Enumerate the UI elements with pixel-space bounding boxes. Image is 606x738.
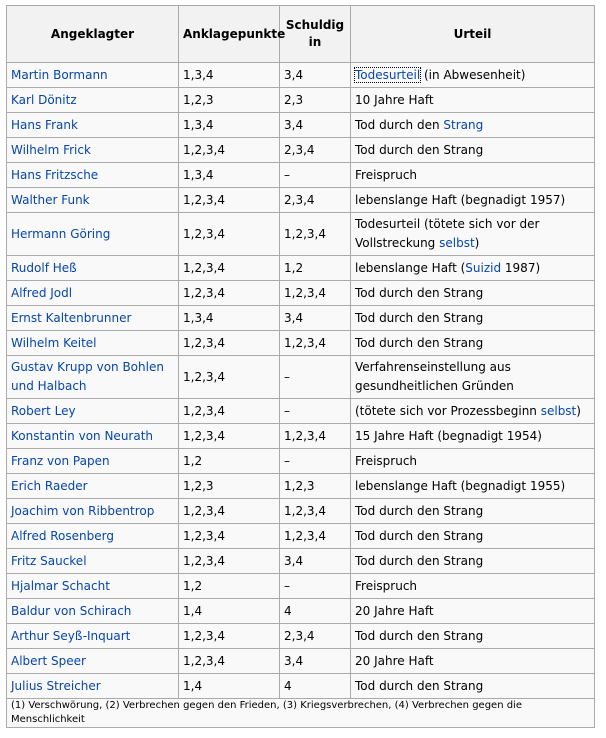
- verdict-text: Verfahrenseinstellung aus gesundheitlichen Gründen: [355, 360, 514, 393]
- verdict-text: lebenslange Haft (begnadigt 1957): [355, 192, 566, 207]
- table-row: [7, 306, 595, 331]
- defendant-link[interactable]: Arthur Seyß-Inquart: [11, 628, 131, 643]
- counts-cell: 1,4: [179, 599, 280, 624]
- verdict-cell: [351, 88, 595, 113]
- defendant-cell: [7, 306, 179, 331]
- verdict-text: Freispruch: [355, 167, 418, 182]
- table-row: [7, 281, 595, 306]
- defendant-link[interactable]: Joachim von Ribbentrop: [11, 503, 155, 518]
- defendant-link[interactable]: Rudolf Heß: [11, 260, 77, 275]
- defendant-cell: [7, 599, 179, 624]
- defendant-link[interactable]: Karl Dönitz: [11, 92, 77, 107]
- verdict-cell: [351, 281, 595, 306]
- guilty-cell: –: [280, 356, 351, 399]
- guilty-cell: 3,4: [280, 306, 351, 331]
- verdict-cell: [351, 256, 595, 281]
- counts-cell: 1,2,3,4: [179, 138, 280, 163]
- counts-cell: 1,2,3,4: [179, 624, 280, 649]
- defendant-cell: [7, 574, 179, 599]
- defendant-link[interactable]: Ernst Kaltenbrunner: [11, 310, 132, 325]
- table-row: [7, 113, 595, 138]
- verdict-link[interactable]: selbst: [439, 236, 475, 250]
- guilty-cell: 3,4: [280, 63, 351, 88]
- verdict-text: lebenslange Haft (begnadigt 1955): [355, 478, 566, 493]
- table-row: [7, 449, 595, 474]
- guilty-cell: 2,3,4: [280, 624, 351, 649]
- defendant-cell: [7, 399, 179, 424]
- guilty-cell: 2,3,4: [280, 188, 351, 213]
- verdict-text: lebenslange Haft (: [355, 260, 466, 275]
- verdict-text: Tod durch den Strang: [355, 503, 484, 518]
- guilty-cell: 1,2,3,4: [280, 499, 351, 524]
- table-row: [7, 649, 595, 674]
- verdict-text: Tod durch den Strang: [355, 628, 484, 643]
- table-row: [7, 599, 595, 624]
- verdict-text: Tod durch den Strang: [355, 528, 484, 543]
- table-row: [7, 63, 595, 88]
- header-verdict: Urteil: [351, 6, 595, 63]
- defendant-cell: [7, 356, 179, 399]
- defendant-link[interactable]: Alfred Rosenberg: [11, 528, 114, 543]
- counts-cell: 1,2,3,4: [179, 549, 280, 574]
- defendant-cell: [7, 331, 179, 356]
- footnote-row: [7, 699, 595, 728]
- counts-cell: 1,4: [179, 674, 280, 699]
- defendant-cell: [7, 281, 179, 306]
- defendant-cell: [7, 649, 179, 674]
- defendant-cell: [7, 674, 179, 699]
- guilty-cell: 4: [280, 599, 351, 624]
- guilty-cell: –: [280, 399, 351, 424]
- verdict-cell: [351, 474, 595, 499]
- verdict-cell: [351, 306, 595, 331]
- verdict-cell: [351, 113, 595, 138]
- guilty-cell: 1,2,3,4: [280, 524, 351, 549]
- guilty-cell: 1,2: [280, 256, 351, 281]
- defendant-cell: [7, 524, 179, 549]
- verdict-cell: [351, 331, 595, 356]
- defendant-cell: [7, 549, 179, 574]
- verdict-cell: [351, 63, 595, 88]
- defendant-link[interactable]: Wilhelm Frick: [11, 142, 91, 157]
- table-row: [7, 88, 595, 113]
- counts-cell: 1,2: [179, 574, 280, 599]
- guilty-cell: 1,2,3,4: [280, 331, 351, 356]
- verdict-text: Tod durch den Strang: [355, 335, 484, 350]
- verdict-text: 20 Jahre Haft: [355, 653, 434, 668]
- verdict-text-suffix: ): [474, 236, 480, 250]
- verdict-text-suffix: 1987): [501, 260, 541, 275]
- defendant-cell: [7, 88, 179, 113]
- verdicts-table: [6, 5, 595, 728]
- guilty-cell: 3,4: [280, 113, 351, 138]
- defendant-link[interactable]: Hans Frank: [11, 117, 78, 132]
- defendant-cell: [7, 424, 179, 449]
- defendant-link[interactable]: Alfred Jodl: [11, 285, 73, 300]
- counts-cell: 1,3,4: [179, 306, 280, 331]
- counts-cell: 1,2,3,4: [179, 213, 280, 256]
- guilty-cell: –: [280, 449, 351, 474]
- table-row: [7, 549, 595, 574]
- table-row: [7, 256, 595, 281]
- verdict-cell: [351, 549, 595, 574]
- defendant-cell: [7, 163, 179, 188]
- defendant-cell: [7, 499, 179, 524]
- table-row: [7, 474, 595, 499]
- defendant-link[interactable]: Erich Raeder: [11, 478, 88, 493]
- guilty-cell: 1,2,3,4: [280, 281, 351, 306]
- verdict-text: 10 Jahre Haft: [355, 92, 434, 107]
- defendant-cell: [7, 474, 179, 499]
- defendant-link[interactable]: Baldur von Schirach: [11, 603, 132, 618]
- table-body: [7, 63, 595, 699]
- verdict-text: Tod durch den Strang: [355, 678, 484, 693]
- verdict-cell: [351, 138, 595, 163]
- defendant-cell: [7, 256, 179, 281]
- defendant-link[interactable]: Hjalmar Schacht: [11, 578, 110, 593]
- verdict-cell: [351, 599, 595, 624]
- counts-cell: 1,2: [179, 449, 280, 474]
- guilty-cell: –: [280, 574, 351, 599]
- counts-cell: 1,3,4: [179, 63, 280, 88]
- defendant-cell: [7, 113, 179, 138]
- verdict-cell: [351, 674, 595, 699]
- verdict-text: Tod durch den Strang: [355, 310, 484, 325]
- table-row: [7, 138, 595, 163]
- table-row: [7, 674, 595, 699]
- verdict-text: (tötete sich vor Prozessbeginn: [355, 403, 541, 418]
- counts-cell: 1,2,3: [179, 474, 280, 499]
- verdict-cell: [351, 399, 595, 424]
- counts-cell: 1,2,3,4: [179, 356, 280, 399]
- guilty-cell: 1,2,3: [280, 474, 351, 499]
- counts-cell: 1,2,3: [179, 88, 280, 113]
- defendant-link[interactable]: Albert Speer: [11, 653, 86, 668]
- verdict-text: 15 Jahre Haft (begnadigt 1954): [355, 428, 542, 443]
- defendant-cell: [7, 188, 179, 213]
- table-row: [7, 424, 595, 449]
- table-row: [7, 356, 595, 399]
- guilty-cell: 2,3: [280, 88, 351, 113]
- defendant-link[interactable]: Konstantin von Neurath: [11, 428, 154, 443]
- verdict-text-suffix: ): [576, 403, 581, 418]
- table-row: [7, 524, 595, 549]
- defendant-link[interactable]: Martin Bormann: [11, 67, 108, 82]
- defendant-cell: [7, 213, 179, 256]
- verdict-text: Tod durch den Strang: [355, 553, 484, 568]
- verdict-text-suffix: (in Abwesenheit): [420, 67, 526, 82]
- table-row: [7, 163, 595, 188]
- verdict-link[interactable]: Suizid: [465, 260, 502, 275]
- verdict-cell: [351, 624, 595, 649]
- verdict-cell: [351, 163, 595, 188]
- guilty-cell: 1,2,3,4: [280, 213, 351, 256]
- verdict-cell: [351, 524, 595, 549]
- table-row: [7, 399, 595, 424]
- defendant-link[interactable]: Robert Ley: [11, 403, 76, 418]
- counts-cell: 1,2,3,4: [179, 399, 280, 424]
- guilty-cell: –: [280, 163, 351, 188]
- verdict-text: Freispruch: [355, 578, 418, 593]
- defendant-link[interactable]: Walther Funk: [11, 192, 90, 207]
- defendant-link[interactable]: Fritz Sauckel: [11, 553, 87, 568]
- table-row: [7, 499, 595, 524]
- verdict-link[interactable]: Strang: [443, 117, 484, 132]
- verdict-text: Tod durch den Strang: [355, 142, 484, 157]
- verdicts-table-container: [6, 5, 594, 728]
- table-header-row: [7, 6, 595, 63]
- defendant-link[interactable]: Gustav Krupp von Bohlen und Halbach: [11, 360, 164, 393]
- table-row: [7, 188, 595, 213]
- verdict-cell: [351, 649, 595, 674]
- verdict-cell: [351, 356, 595, 399]
- counts-cell: 1,2,3,4: [179, 281, 280, 306]
- verdict-cell: [351, 188, 595, 213]
- guilty-cell: 3,4: [280, 649, 351, 674]
- counts-cell: 1,3,4: [179, 113, 280, 138]
- verdict-text: 20 Jahre Haft: [355, 603, 434, 618]
- counts-cell: 1,2,3,4: [179, 649, 280, 674]
- defendant-cell: [7, 449, 179, 474]
- table-row: [7, 331, 595, 356]
- header-defendant: Angeklagter: [7, 6, 179, 63]
- counts-cell: 1,2,3,4: [179, 499, 280, 524]
- counts-cell: 1,2,3,4: [179, 188, 280, 213]
- verdict-link[interactable]: Todesurteil: [355, 67, 421, 82]
- table-row: [7, 574, 595, 599]
- table-row: [7, 213, 595, 256]
- defendant-link[interactable]: Julius Streicher: [11, 678, 101, 693]
- verdict-cell: [351, 213, 595, 256]
- guilty-cell: 1,2,3,4: [280, 424, 351, 449]
- header-guilty: Schuldig in: [280, 6, 351, 63]
- verdict-text: Todesurteil (tötete sich vor der Vollstreckung: [355, 217, 540, 250]
- defendant-link[interactable]: Wilhelm Keitel: [11, 335, 97, 350]
- guilty-cell: 2,3,4: [280, 138, 351, 163]
- defendant-link[interactable]: Hermann Göring: [11, 226, 111, 241]
- footnote: (1) Verschwörung, (2) Verbrechen gegen den Frieden, (3) Kriegsverbrechen, (4) Verbrechen gegen die Menschlichkeit: [7, 699, 595, 728]
- defendant-link[interactable]: Franz von Papen: [11, 453, 110, 468]
- verdict-cell: [351, 424, 595, 449]
- guilty-cell: 3,4: [280, 549, 351, 574]
- counts-cell: 1,2,3,4: [179, 331, 280, 356]
- guilty-cell: 4: [280, 674, 351, 699]
- header-counts: Anklagepunkte: [179, 6, 280, 63]
- verdict-cell: [351, 574, 595, 599]
- verdict-cell: [351, 499, 595, 524]
- defendant-cell: [7, 138, 179, 163]
- verdict-text: Tod durch den Strang: [355, 285, 484, 300]
- defendant-link[interactable]: Hans Fritzsche: [11, 167, 99, 182]
- verdict-text: Freispruch: [355, 453, 418, 468]
- counts-cell: 1,2,3,4: [179, 256, 280, 281]
- counts-cell: 1,2,3,4: [179, 424, 280, 449]
- counts-cell: 1,2,3,4: [179, 524, 280, 549]
- verdict-text: Tod durch den: [355, 117, 444, 132]
- defendant-cell: [7, 63, 179, 88]
- table-row: [7, 624, 595, 649]
- defendant-cell: [7, 624, 179, 649]
- counts-cell: 1,3,4: [179, 163, 280, 188]
- verdict-cell: [351, 449, 595, 474]
- verdict-link[interactable]: selbst: [540, 403, 577, 418]
